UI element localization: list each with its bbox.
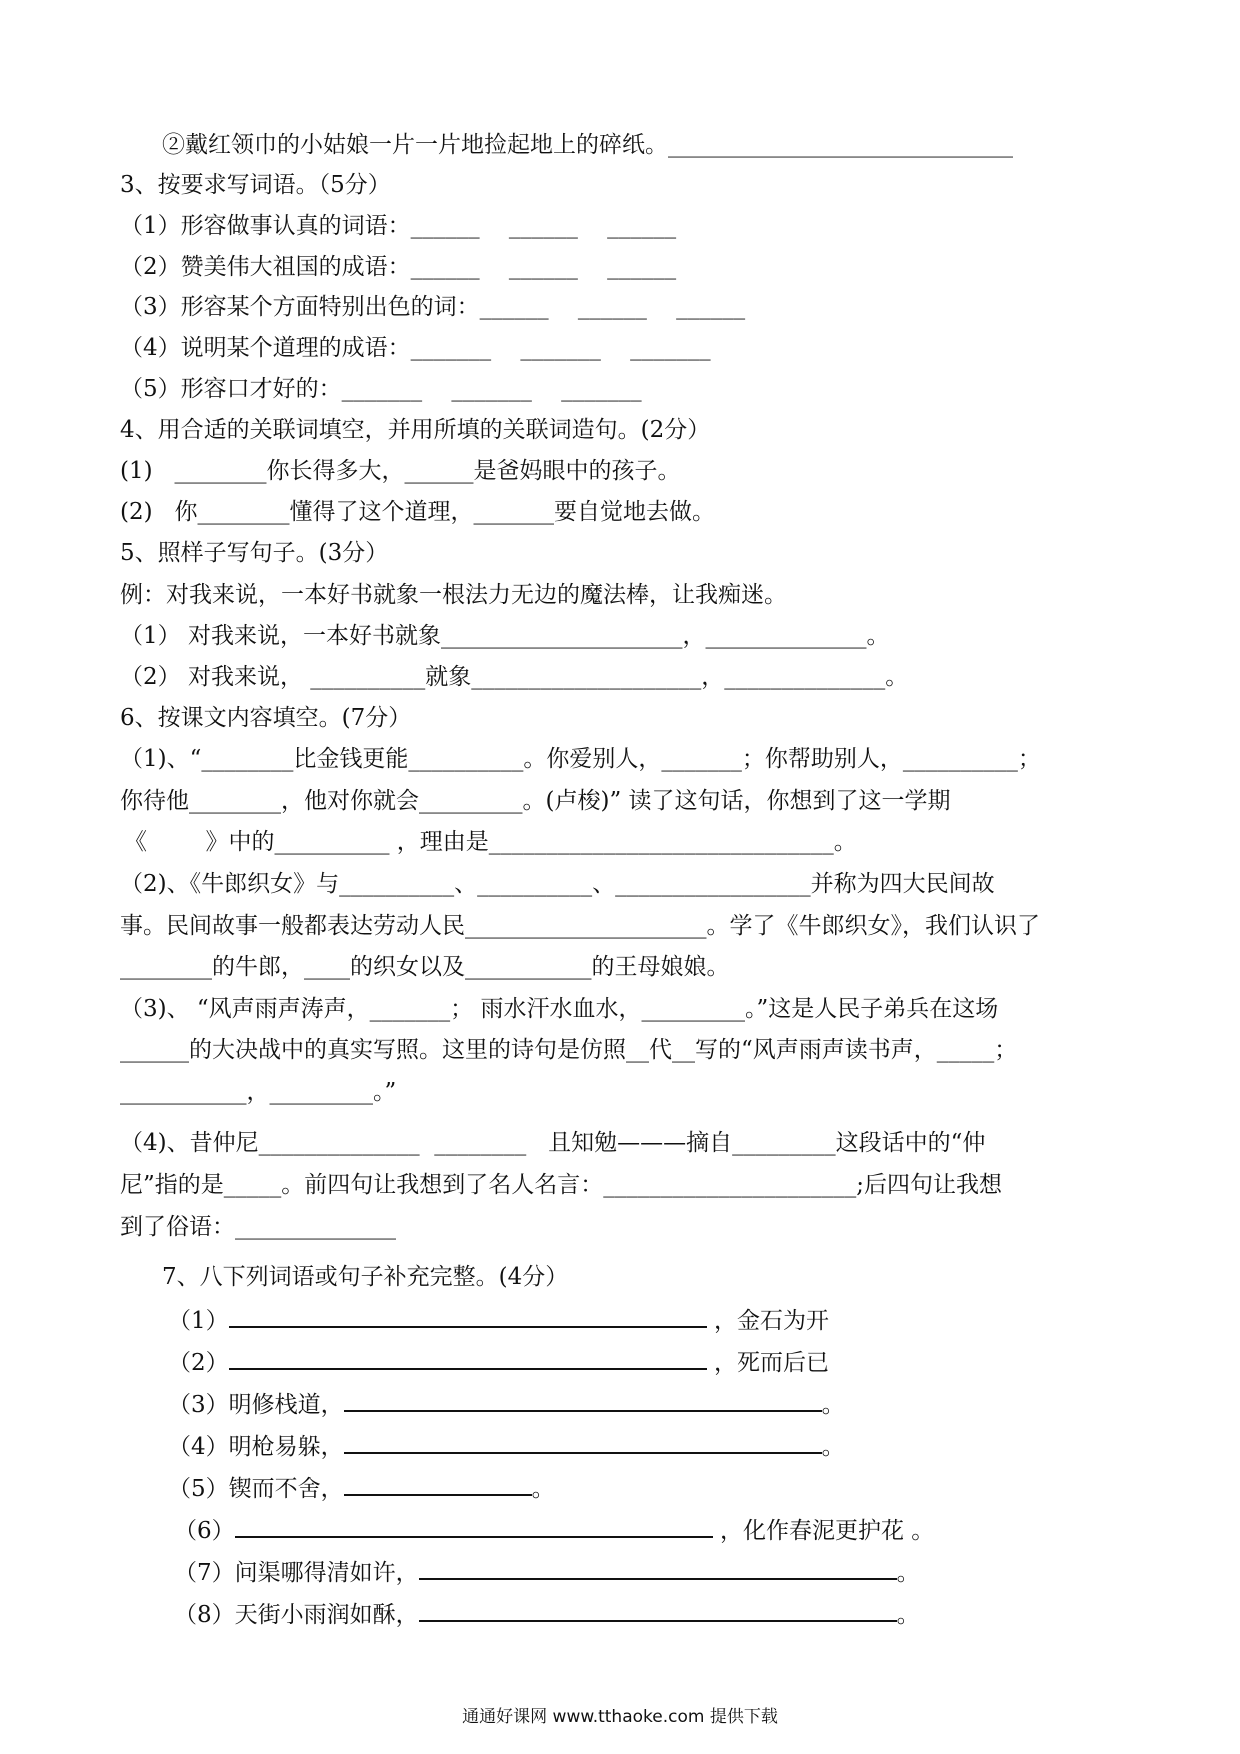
page-footer: 通通好课网 www.tthaoke.com 提供下载 bbox=[462, 1707, 778, 1727]
q7-item-8-prefix: （8）天街小雨润如酥， bbox=[174, 1602, 419, 1628]
q7-item-4-suffix: 。 bbox=[821, 1434, 845, 1460]
q4-item-1: (1) ________你长得多大，______是爸妈眼中的孩子。 bbox=[120, 458, 681, 484]
q6-item-1-line-3: 《 》中的__________ ，理由是______________________________。 bbox=[124, 829, 857, 855]
q7-item-3-suffix: 。 bbox=[821, 1392, 845, 1418]
q6-item-4-line-1: （4)、昔仲尼______________ ________ 且知勉———摘自_________这段话中的“仲 bbox=[120, 1130, 986, 1156]
q5-item-1: （1） 对我来说，一本好书就象_____________________，______________。 bbox=[120, 623, 890, 649]
q7-item-8 bbox=[174, 1596, 920, 1630]
q7-item-4 bbox=[168, 1428, 845, 1462]
q5-title: 5、照样子写句子。(3分） bbox=[120, 540, 389, 566]
q6-item-2-line-2: 事。民间故事一般都表达劳动人民_____________________。学了《牛郎织女》，我们认识了 bbox=[120, 913, 1040, 939]
q7-item-3-prefix: （3）明修栈道， bbox=[168, 1392, 344, 1418]
q7-item-2 bbox=[168, 1344, 829, 1378]
q3-item-5: （5）形容口才好的：_______ _______ _______ bbox=[120, 376, 642, 402]
q6-item-3-line-3: ___________，_________。” bbox=[120, 1079, 397, 1105]
q7-item-5-suffix: 。 bbox=[531, 1476, 555, 1502]
q7-item-5-blank[interactable] bbox=[344, 1470, 532, 1496]
q7-item-1-blank[interactable] bbox=[229, 1302, 707, 1328]
q7-item-4-blank[interactable] bbox=[344, 1428, 822, 1454]
q7-item-7 bbox=[174, 1554, 920, 1588]
q2-sentence-2: ②戴红领巾的小姑娘一片一片地捡起地上的碎纸。______________________________ bbox=[162, 132, 1013, 158]
q3-title: 3、按要求写词语。（5分） bbox=[120, 172, 391, 198]
q6-item-4-line-2: 尼”指的是_____。前四句让我想到了名人名言：______________________;后四句让我想 bbox=[120, 1172, 1003, 1198]
q7-title: 7、八下列词语或句子补充完整。(4分） bbox=[162, 1264, 569, 1290]
q6-title: 6、按课文内容填空。(7分） bbox=[120, 705, 412, 731]
q6-item-1-line-1: （1)、“________比金钱更能__________。你爱别人，_______；你帮助别人，__________； bbox=[120, 746, 1041, 772]
q3-item-3: （3）形容某个方面特别出色的词：______ ______ ______ bbox=[120, 294, 746, 320]
q7-item-8-blank[interactable] bbox=[419, 1596, 897, 1622]
q7-item-4-prefix: （4）明枪易躲， bbox=[168, 1434, 344, 1460]
q5-example: 例：对我来说，一本好书就象一根法力无边的魔法棒，让我痴迷。 bbox=[120, 582, 787, 608]
q3-item-4: （4）说明某个道理的成语：_______ _______ _______ bbox=[120, 335, 711, 361]
q7-item-6-prefix: （6） bbox=[174, 1518, 235, 1544]
q7-item-1 bbox=[168, 1302, 829, 1336]
q6-item-3-line-1: （3)、 “风声雨声涛声，_______； 雨水汗水血水，_________。”这是人民子弟兵在这场 bbox=[120, 996, 999, 1022]
q7-item-7-blank[interactable] bbox=[419, 1554, 897, 1580]
q7-item-8-suffix: 。 bbox=[896, 1602, 920, 1628]
q7-item-1-suffix: ，金石为开 bbox=[706, 1308, 829, 1334]
q7-item-3 bbox=[168, 1386, 845, 1420]
q6-item-3-line-2: ______的大决战中的真实写照。这里的诗句是仿照__代__写的“风声雨声读书声，_____； bbox=[120, 1037, 1018, 1063]
q4-item-2: (2) 你________懂得了这个道理，_______要自觉地去做。 bbox=[120, 499, 716, 525]
q7-item-7-prefix: （7）问渠哪得清如许， bbox=[174, 1560, 419, 1586]
q7-item-7-suffix: 。 bbox=[896, 1560, 920, 1586]
q7-item-6-suffix: ，化作春泥更护花 。 bbox=[712, 1518, 935, 1544]
q7-item-5-prefix: （5）锲而不舍， bbox=[168, 1476, 344, 1502]
q6-item-4-line-3: 到了俗语：______________ bbox=[120, 1214, 396, 1240]
q7-item-5 bbox=[168, 1470, 555, 1504]
q6-item-2-line-3: ________的牛郎，____的织女以及___________的王母娘娘。 bbox=[120, 954, 730, 980]
q3-item-2: （2）赞美伟大祖国的成语：______ ______ ______ bbox=[120, 254, 677, 280]
q7-item-1-prefix: （1） bbox=[168, 1308, 229, 1334]
q6-item-1-line-2: 你待他________，他对你就会_________。(卢梭)” 读了这句话，你想到了这一学期 bbox=[120, 788, 951, 814]
q5-item-2: （2） 对我来说， __________就象____________________，______________。 bbox=[120, 664, 909, 690]
q7-item-2-suffix: ，死而后已 bbox=[706, 1350, 829, 1376]
q6-item-2-line-1: （2)、《牛郎织女》与__________、__________、_________________并称为四大民间故 bbox=[120, 871, 995, 897]
q4-title: 4、用合适的关联词填空，并用所填的关联词造句。(2分） bbox=[120, 417, 711, 443]
q7-item-3-blank[interactable] bbox=[344, 1386, 822, 1412]
q7-item-2-blank[interactable] bbox=[229, 1344, 707, 1370]
q3-item-1: （1）形容做事认真的词语：______ ______ ______ bbox=[120, 213, 677, 239]
q7-item-2-prefix: （2） bbox=[168, 1350, 229, 1376]
q7-item-6-blank[interactable] bbox=[235, 1512, 713, 1538]
q7-item-6 bbox=[174, 1512, 934, 1546]
